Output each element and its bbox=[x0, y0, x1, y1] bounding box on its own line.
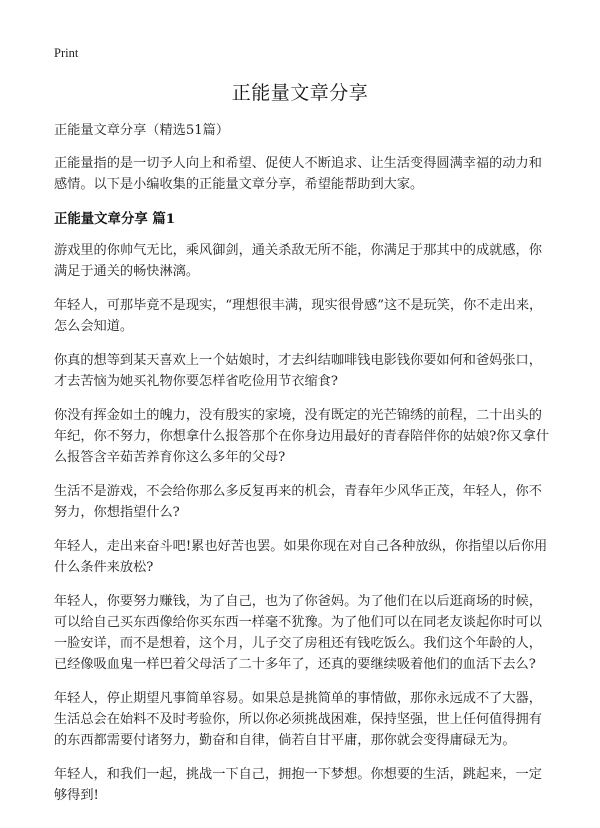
paragraph: 你没有挥金如土的魄力，没有殷实的家境，没有既定的光芒锦绣的前程，二十出头的年纪，你不努力，你想拿什么报答那个在你身边用最好的青春陪伴你的姑娘?你又拿什么报答含辛茹苦养育你这么多年的父母? bbox=[54, 408, 550, 465]
article-subtitle: 正能量文章分享（精选51篇） bbox=[54, 123, 230, 138]
section-heading: 正能量文章分享 篇1 bbox=[54, 211, 176, 227]
paragraph: 游戏里的你帅气无比，乘风御剑，通关杀敌无所不能，你满足于那其中的成就感，你满足于通关的畅快淋漓。 bbox=[54, 243, 542, 279]
paragraph: 年轻人，可那毕竟不是现实，“理想很丰满，现实很骨感”这不是玩笑，你不走出来，怎么会知道。 bbox=[54, 298, 543, 334]
print-link[interactable]: Print bbox=[54, 46, 79, 60]
paragraph: 年轻人，停止期望凡事简单容易。如果总是挑简单的事情做，那你永远成不了大器，生活总会在始料不及时考验你，所以你必须挑战困难，保持坚强，世上任何值得拥有的东西都需要付诸努力，勤奋和自律，倘若自甘平庸，那你就会变得庸碌无为。 bbox=[54, 691, 542, 748]
paragraph: 你真的想等到某天喜欢上一个姑娘时，才去纠结咖啡钱电影钱你要如何和爸妈张口，才去苦恼为她买礼物你要怎样省吃俭用节衣缩食? bbox=[54, 353, 542, 389]
page-title: 正能量文章分享 bbox=[231, 82, 369, 104]
paragraph: 年轻人，和我们一起，挑战一下自己，拥抱一下梦想。你想要的生活，跳起来，一定够得到! bbox=[54, 767, 542, 803]
paragraph: 年轻人，走出来奋斗吧!累也好苦也罢。如果你现在对自己各种放纵，你指望以后你用什么条件来放松? bbox=[54, 539, 548, 575]
intro-paragraph: 正能量指的是一切予人向上和希望、促使人不断追求、让生活变得圆满幸福的动力和感情。以下是小编收集的正能量文章分享，希望能帮助到大家。 bbox=[54, 156, 542, 192]
paragraph: 年轻人，你要努力赚钱，为了自己，也为了你爸妈。为了他们在以后逛商场的时候，可以给自己买东西像给你买东西一样毫不犹豫。为了他们可以在同老友谈起你时可以一脸安详，而不是想着，这个月，儿子交了房租还有钱吃饭么。我们这个年龄的人，已经像吸血鬼一样巴着父母活了二十多年了，还真的要继续吸着他们的血活下去么? bbox=[54, 594, 542, 672]
article-body bbox=[54, 120, 550, 819]
paragraph: 生活不是游戏，不会给你那么多反复再来的机会，青春年少风华正茂，年轻人，你不努力，你想指望什么? bbox=[54, 484, 542, 520]
